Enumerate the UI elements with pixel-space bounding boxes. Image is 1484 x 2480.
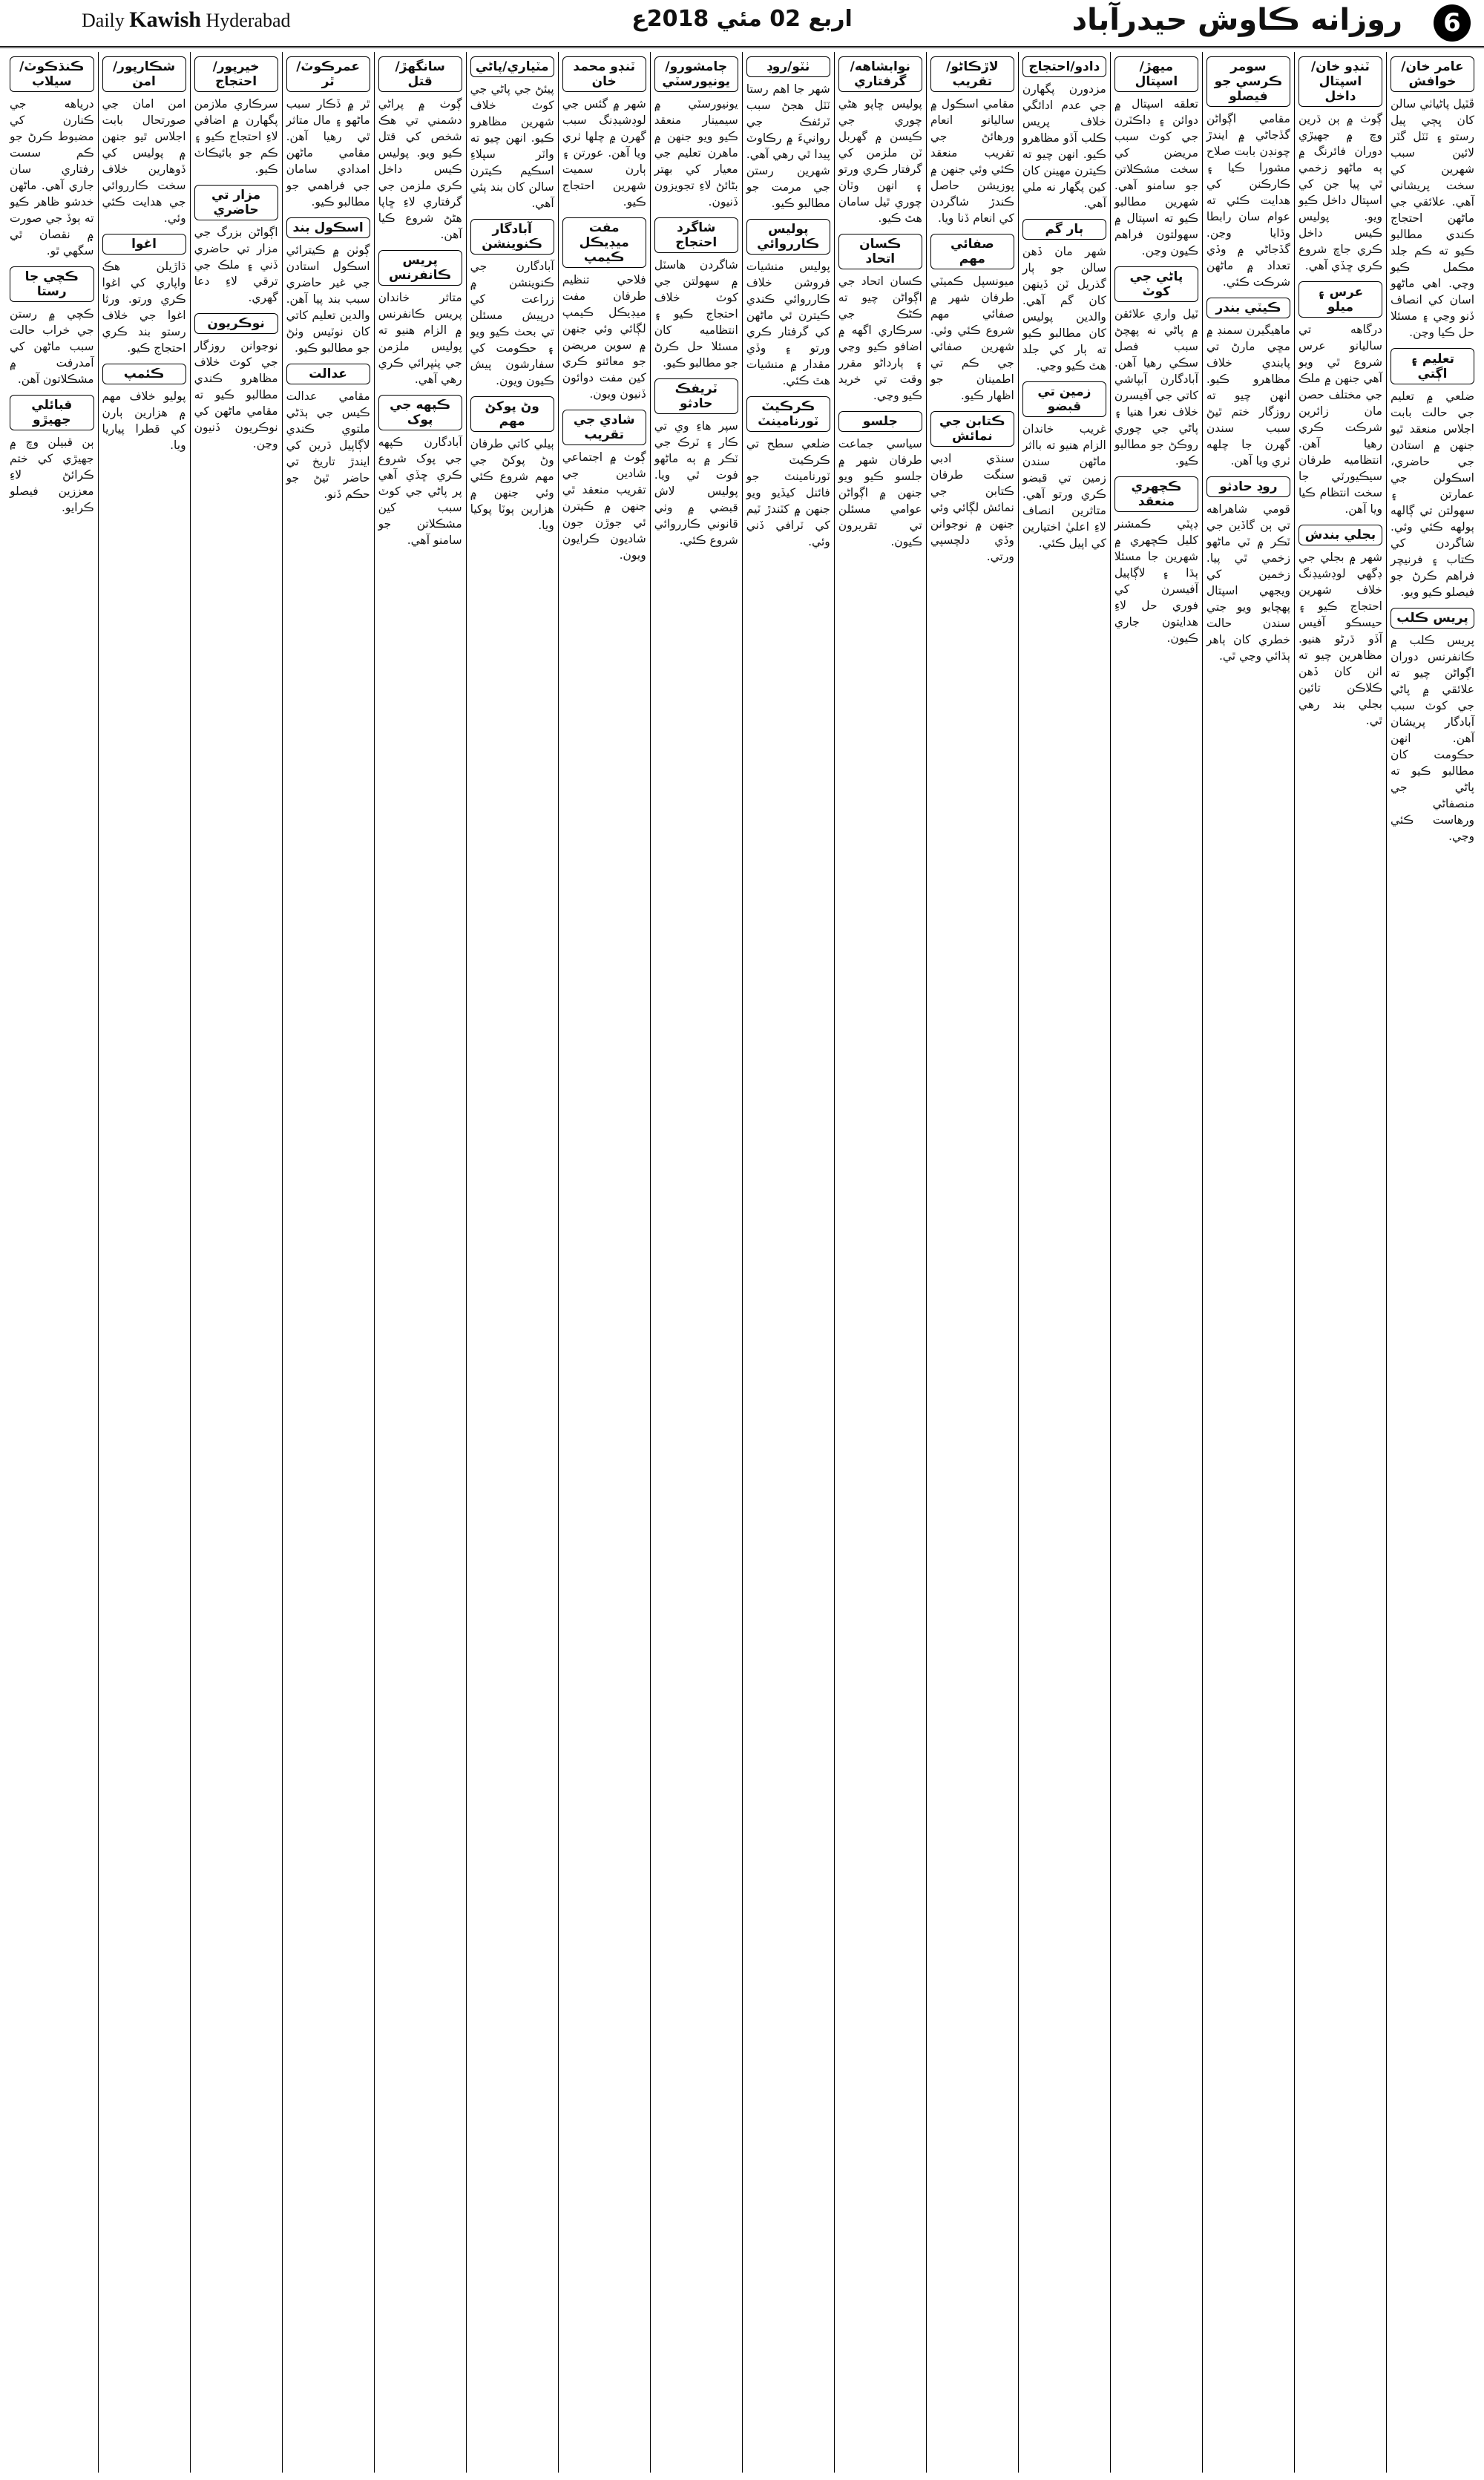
story-body: ڪچي ۾ رستن جي خراب حالت سبب ماڻهن کي آمدرفت ۾ مشڪلاتون آهن. [10, 307, 94, 386]
news-column [466, 52, 558, 2473]
story-body: نوجوانن روزگار جي کوٽ خلاف مظاهرو ڪندي مطالبو ڪيو ته مقامي ماڻهن کي نوڪريون ڏنيون وڃن. [194, 339, 278, 450]
story-headline: ڄامشورو/يونيورسٽي [654, 56, 738, 92]
story-body: قومي شاهراهه تي ٻن گاڏين جي ٽڪر ۾ ٽي ماڻهو زخمي ٿي پيا. زخمين کي ويجهي اسپتال پهچايو ويو جتي سندن حالت خطري کان ٻاهر ٻڌائي وڃي ٿي. [1206, 502, 1290, 663]
news-story [1022, 219, 1106, 374]
story-headline: عدالت [286, 364, 370, 384]
story-body: ٻيلي کاتي طرفان وڻ پوکڻ جي مهم شروع ڪئي وئي جنهن ۾ هزارين ٻوٽا پوکيا ويا. [470, 437, 554, 532]
story-headline: نوابشاهه/گرفتاري [838, 56, 922, 92]
news-story [1298, 525, 1382, 729]
story-headline: شڪارپور/امن [102, 56, 186, 92]
news-story [1206, 56, 1290, 290]
news-story [378, 250, 462, 387]
story-headline: مزار تي حاضري [194, 185, 278, 220]
story-headline: پريس ڪلب [1391, 608, 1474, 629]
news-story [378, 395, 462, 548]
story-body: ميونسپل ڪميٽي طرفان شهر ۾ صفائي مهم شروع ڪئي وئي. شهرين صفائي جي ڪم تي اطمينان جو اظهار ڪيو. [930, 275, 1014, 402]
news-story [286, 364, 370, 502]
masthead-sindhi-title: روزانه ڪاوش حيدرآباد [1071, 3, 1402, 37]
story-headline: ٺٽو/روڊ [746, 56, 830, 77]
news-story [562, 56, 646, 210]
story-headline: ميهڙ/اسپتال [1114, 56, 1198, 92]
story-headline: ڪنڌڪوٽ/سيلاب [10, 56, 94, 92]
story-body: ڦٽيل پاڻياٺي سالن کان ڀڄي پيل رستو ۽ ٽٽل گٽر لائين سبب شهرين کي سخت پريشاني آهي. علائقي جي ماڻهن احتجاج ڪندي مطالبو ڪيو ته ڪم جلد مڪمل ڪيو وڃي. اهي ماڻهو اسان کي انصاف ڏنو وڃي ۽ مسئلا حل ڪيا وڃن. [1390, 97, 1474, 339]
news-column [650, 52, 742, 2473]
story-headline: شاگرد احتجاج [654, 217, 738, 253]
story-body: مقامي اسڪول ۾ ساليانو انعام ورهائڻ جي تقريب منعقد ڪئي وئي جنهن ۾ پوزيشن حاصل ڪندڙ شاگردن کي انعام ڏنا ويا. [930, 97, 1014, 225]
masthead-brand: Kawish [129, 7, 201, 32]
story-headline: ڪچهري منعقد [1114, 476, 1198, 512]
story-body: ضلعي سطح تي ڪرڪيٽ ٽورنامينٽ جو فائنل کيڏيو ويو جنهن ۾ کٽندڙ ٽيم کي ٽرافي ڏني وئي. [746, 437, 830, 548]
news-story [102, 364, 186, 453]
news-story [930, 234, 1014, 404]
news-column [6, 52, 98, 2473]
news-story [930, 411, 1014, 565]
story-headline: پريس ڪانفرنس [378, 250, 462, 286]
story-headline: قبائلي جهيڙو [10, 395, 94, 430]
story-headline: ڪتابن جي نمائش [930, 411, 1014, 447]
news-column [558, 52, 650, 2473]
news-story [746, 56, 830, 211]
story-headline: اسڪول بند [286, 217, 370, 238]
news-story [838, 411, 922, 550]
news-column [1110, 52, 1202, 2473]
story-headline: ڪچي جا رستا [10, 266, 94, 302]
news-story [470, 56, 554, 211]
story-body: شهر مان ڏهن سالن جو ٻار گذريل ٽن ڏينهن کان گم آهي. والدين پوليس کان مطالبو ڪيو ته ٻار کي جلد هٿ ڪيو وڃي. [1022, 245, 1106, 373]
story-body: پيئڻ جي پاڻي جي کوٽ خلاف شهرين مظاهرو ڪيو. انهن چيو ته واٽر سپلاءِ اسڪيم ڪيترن سالن کان بند پئي آهي. [470, 82, 554, 210]
story-body: پوليس ڇاپو هڻي چوري جي ڪيسن ۾ گهربل ٽن ملزمن کي گرفتار ڪري ورتو ۽ انهن وٽان چوري ٿيل سامان هٿ ڪيو. [838, 97, 922, 225]
story-body: پوليو خلاف مهم ۾ هزارين ٻارن کي قطرا پياريا ويا. [102, 390, 186, 452]
news-story [194, 185, 278, 306]
story-body: شهر ۾ بجلي جي ڊگهي لوڊشيڊنگ خلاف شهرين احتجاج ڪيو ۽ حيسڪو آفيس آڏو ڌرڻو هنيو. مظاهرين چيو ته اٺن کان ڏهن ڪلاڪن تائين بجلي بند رهي ٿي. [1298, 551, 1382, 727]
story-headline: پاڻي جي کوٽ [1114, 266, 1198, 302]
news-story [470, 396, 554, 534]
news-story [1114, 476, 1198, 646]
story-headline: ٽنڊو محمد خان [562, 56, 646, 92]
news-story [654, 217, 738, 371]
story-headline: تعليم ۽ اڳتي [1391, 348, 1474, 384]
story-body: ٻن قبيلن وچ ۾ جهيڙي کي ختم ڪرائڻ لاءِ معززين فيصلو ڪرايو. [10, 436, 94, 514]
news-story [1114, 56, 1198, 259]
news-column [190, 52, 282, 2473]
story-headline: عمرڪوٽ/ٿر [286, 56, 370, 92]
story-body: شاگردن هاسٽل ۾ سهولتن جي کوٽ خلاف احتجاج ڪيو ۽ انتظاميه کان مسئلا حل ڪرڻ جو مطالبو ڪيو. [654, 258, 738, 370]
news-story [470, 219, 554, 389]
masthead-daily: Daily [82, 10, 125, 31]
news-column [1294, 52, 1386, 2473]
news-story [286, 217, 370, 356]
story-body: امن امان جي صورتحال بابت اجلاس ٿيو جنهن ۾ پوليس کي ڏوهارين خلاف سخت ڪارروائي جي هدايت ڪئي وئي. [102, 97, 186, 225]
story-body: سنڌي ادبي سنگت طرفان ڪتابن جي نمائش لڳائي وئي جنهن ۾ نوجوانن وڏي دلچسپي ورتي. [930, 452, 1014, 563]
news-story [1391, 608, 1474, 844]
news-story [102, 234, 186, 356]
news-column [834, 52, 926, 2473]
masthead-date: اربع 02 مئي 2018ع [631, 6, 853, 32]
story-body: سرڪاري ملازمن پگهارن ۾ اضافي لاءِ احتجاج ڪيو ۽ ڪم جو بائيڪاٽ ڪيو. [194, 97, 278, 176]
story-headline: ڪيٽي بندر [1206, 298, 1290, 318]
story-body: ڳوٺ ۾ اجتماعي شادين جي تقريب منعقد ٿي جنهن ۾ ڪيترن ئي جوڙن جون شاديون ڪرايون ويون. [562, 450, 646, 562]
story-headline: شادي جي تقريب [562, 410, 646, 445]
story-headline: خيرپور/احتجاج [194, 56, 278, 92]
news-story [930, 56, 1014, 226]
story-headline: ڪئمپ [102, 364, 186, 384]
news-story [562, 410, 646, 563]
news-story [562, 217, 646, 402]
news-story [1298, 56, 1382, 274]
news-column [1386, 52, 1478, 2473]
story-headline: بجلي بندش [1298, 525, 1382, 545]
story-body: يونيورسٽي ۾ سيمينار منعقد ڪيو ويو جنهن ۾ ماهرن تعليم جي معيار کي بهتر بڻائڻ لاءِ تجويزون ڏنيون. [654, 97, 738, 209]
news-column [282, 52, 374, 2473]
news-story [1391, 56, 1474, 341]
story-headline: ڪرڪيٽ ٽورنامينٽ [746, 396, 830, 432]
story-body: آبادگارن ڪپهه جي پوک شروع ڪري ڇڏي آهي پر پاڻي جي کوٽ سبب کين مشڪلاتن جو سامنو آهي. [378, 436, 462, 547]
story-body: ڳوٺن ۾ ڪيترائي اسڪول استادن جي غير حاضري سبب بند پيا آهن. والدين تعليم کاتي کان نوٽيس وٺڻ جو مطالبو ڪيو. [286, 243, 370, 355]
story-body: درياهه جي ڪنارن کي مضبوط ڪرڻ جو ڪم سست رفتاري سان جاري آهي. ماڻهن خدشو ظاهر ڪيو ته ٻوڏ جي صورت ۾ نقصان ٿي سگهي ٿو. [10, 97, 94, 257]
story-headline: مفت ميڊيڪل ڪيمپ [562, 217, 646, 268]
news-story [194, 56, 278, 177]
story-headline: دادو/احتجاج [1022, 56, 1106, 77]
story-body: سپر هاءِ وي تي ڪار ۽ ٽرڪ جي ٽڪر ۾ ٻه ماڻهو فوت ٿي ويا. پوليس لاش قبضي ۾ وٺي قانوني ڪارروائي شروع ڪئي. [654, 419, 738, 547]
story-headline: ٽنڊو خان/اسپتال داخل [1298, 56, 1382, 107]
masthead-city: Hyderabad [206, 10, 291, 31]
news-columns [6, 52, 1478, 2473]
news-column [374, 52, 466, 2473]
story-body: ڳوٺ ۾ ٻن ڌرين وچ ۾ جهيڙي دوران فائرنگ ۾ ٻه ماڻهو زخمي ٿي پيا جن کي اسپتال داخل ڪيو ويو. پوليس ڪيس داخل ڪري جاچ شروع ڪري ڇڏي آهي. [1298, 112, 1382, 272]
news-story [838, 56, 922, 226]
story-headline: صفائي مهم [930, 234, 1014, 269]
news-story [746, 219, 830, 389]
news-story [1022, 56, 1106, 211]
story-body: مزدورن پگهارن جي عدم ادائگي خلاف پريس ڪلب آڏو مظاهرو ڪيو. انهن چيو ته ڪيترن مهينن کان کين پگهار نه ملي آهي. [1022, 82, 1106, 210]
story-headline: جلسو [838, 411, 922, 432]
story-headline: لاڙڪاڻو/تقريب [930, 56, 1014, 92]
story-body: ٿر ۾ ڏڪار سبب ماڻهو ۽ مال متاثر ٿي رهيا آهن. مقامي ماڻهن امدادي سامان جي فراهمي جو مطالبو ڪيو. [286, 97, 370, 209]
story-headline: پوليس ڪارروائي [746, 219, 830, 255]
news-story [1391, 348, 1474, 600]
story-body: شهر جا اهم رستا ٽٽل هجڻ سبب ٽرئفڪ جي روانيءَ ۾ رڪاوٽ پيدا ٿي رهي آهي. شهرين رستن جي مرمت جو مطالبو ڪيو. [746, 82, 830, 210]
story-body: ڪسان اتحاد جي اڳواڻن چيو ته ڪڻڪ جي سرڪاري اگهه ۾ اضافو ڪيو وڃي ۽ ٻارداڻو مقرر وقت تي خريد ڪيو وڃي. [838, 275, 922, 402]
news-column [926, 52, 1018, 2473]
story-headline: عرس ۽ ميلو [1298, 281, 1382, 318]
story-body: ڊپٽي ڪمشنر کليل ڪچهري ۾ شهرين جا مسئلا ٻڌا ۽ لاڳاپيل آفيسرن کي فوري حل لاءِ هدايتون جاري ڪيون. [1114, 517, 1198, 645]
news-story [838, 234, 922, 404]
story-body: ڳوٺ ۾ پراڻي دشمني تي هڪ شخص کي قتل ڪيو ويو. پوليس ڪيس داخل ڪري ملزمن جي گرفتاري لاءِ ڇاپا هڻڻ شروع ڪيا آهن. [378, 97, 462, 241]
news-column [1018, 52, 1110, 2473]
news-story [1206, 476, 1290, 664]
story-body: ٽيل واري علائقن ۾ پاڻي نه پهچڻ سبب فصل سڪي رهيا آهن. آبادگارن آبپاشي کاتي جي آفيسرن خلاف نعرا هنيا ۽ پاڻي جي چوري روڪڻ جو مطالبو ڪيو. [1114, 307, 1198, 468]
story-body: آبادگارن جي ڪنوينشن ۾ زراعت کي درپيش مسئلن تي بحث ڪيو ويو ۽ حڪومت کي سفارشون پيش ڪيون ويون. [470, 260, 554, 387]
story-body: تعلقه اسپتال ۾ دوائن ۽ ڊاڪٽرن جي کوٽ سبب مريضن کي سخت مشڪلاتن جو سامنو آهي. شهرين مطالبو ڪيو ته اسپتال ۾ سهولتون فراهم ڪيون وڃن. [1114, 97, 1198, 257]
news-story [1298, 281, 1382, 517]
news-story [194, 313, 278, 452]
story-body: پوليس منشيات فروشن خلاف ڪارروائي ڪندي ڪيترن ئي ماڻهن کي گرفتار ڪري ورتو ۽ وڏي مقدار ۾ منشيات هٿ ڪئي. [746, 260, 830, 387]
news-story [1022, 381, 1106, 551]
news-story [1206, 298, 1290, 469]
story-body: فلاحي تنظيم طرفان مفت ميڊيڪل ڪيمپ لڳائي وئي جنهن ۾ سوين مريضن جو معائنو ڪري کين مفت دوائون ڏنيون ويون. [562, 273, 646, 401]
news-story [286, 56, 370, 210]
story-headline: نوڪريون [194, 313, 278, 334]
story-body: اڳواڻن بزرگ جي مزار تي حاضري ڏني ۽ ملڪ جي ترقي لاءِ دعا گهري. [194, 226, 278, 304]
news-column [1202, 52, 1294, 2473]
story-headline: ڪپهه جي پوک [378, 395, 462, 430]
news-story [654, 56, 738, 210]
story-body: ضلعي ۾ تعليم جي حالت بابت اجلاس منعقد ٿيو جنهن ۾ استادن جي حاضري، اسڪولن جي عمارتن ۽ سهولتن تي ڳالهه ٻولهه ڪئي وئي. شاگردن کي ڪتاب ۽ فرنيچر فراهم ڪرڻ جو فيصلو ڪيو ويو. [1390, 390, 1474, 599]
news-story [10, 56, 94, 259]
story-body: پريس ڪلب ۾ ڪانفرنس دوران اڳواڻن چيو ته علائقي ۾ پاڻي جي کوٽ سبب آبادگار پريشان آهن. انهن حڪومت کان مطالبو ڪيو ته پاڻي جي منصفاڻي ورهاست ڪئي وڃي. [1390, 634, 1474, 843]
page-number: 6 [1434, 4, 1471, 42]
story-headline: عامر خان/خوافش [1391, 56, 1474, 92]
story-headline: مٽياري/پاڻي [470, 56, 554, 77]
story-headline: ٻار گم [1022, 219, 1106, 240]
news-story [10, 266, 94, 387]
story-body: ڌاڙيلن هڪ واپاري کي اغوا ڪري ورتو. ورثا اغوا جي خلاف رستو بند ڪري احتجاج ڪيو. [102, 260, 186, 355]
news-column [742, 52, 834, 2473]
story-headline: ڪسان اتحاد [838, 234, 922, 269]
story-body: سياسي جماعت طرفان شهر ۾ جلسو ڪيو ويو جنهن ۾ اڳواڻن عوامي مسئلن تي تقريرون ڪيون. [838, 437, 922, 548]
story-body: متاثر خاندان پريس ڪانفرنس ۾ الزام هنيو ته پوليس ملزمن جي پٺڀرائي ڪري رهي آهي. [378, 291, 462, 386]
news-story [1114, 266, 1198, 469]
story-headline: سانگهڙ/قتل [378, 56, 462, 92]
story-headline: آبادگار ڪنوينشن [470, 219, 554, 255]
story-body: ماهيگيرن سمنڊ ۾ مڇي مارڻ تي پابندي خلاف مظاهرو ڪيو. انهن چيو ته روزگار ختم ٿيڻ سبب سندن گهرن جا چلهه ٺري ويا آهن. [1206, 324, 1290, 468]
story-headline: روڊ حادثو [1206, 476, 1290, 497]
story-body: شهر ۾ گئس جي لوڊشيڊنگ سبب گهرن ۾ چلها ٺري ويا آهن. عورتن ۽ ٻارن سميت شهرين احتجاج ڪيو. [562, 97, 646, 209]
story-headline: ٽريفڪ حادثو [654, 378, 738, 414]
news-story [378, 56, 462, 243]
story-headline: زمين تي قبضو [1022, 381, 1106, 417]
news-story [10, 395, 94, 516]
masthead [0, 0, 1484, 48]
story-body: مقامي عدالت ڪيس جي ٻڌڻي ملتوي ڪندي لاڳاپيل ڌرين کي ايندڙ تاريخ تي حاضر ٿيڻ جو حڪم ڏنو. [286, 390, 370, 501]
story-headline: وڻ پوکڻ مهم [470, 396, 554, 432]
story-headline: اغوا [102, 234, 186, 255]
news-story [654, 378, 738, 548]
story-headline: سومر ڪرسي جو فيصلو [1206, 56, 1290, 107]
news-story [746, 396, 830, 550]
news-story [102, 56, 186, 226]
story-body: مقامي اڳواڻن گڏجاڻي ۾ ايندڙ چونڊن بابت صلاح مشورا ڪيا ۽ ڪارڪنن کي هدايت ڪئي ته عوام سان رابطا وڌايا وڃن. گڏجاڻي ۾ وڏي تعداد ۾ ماڻهن شرڪت ڪئي. [1206, 112, 1290, 289]
story-body: غريب خاندان الزام هنيو ته بااثر ماڻهن سندن زمين تي قبضو ڪري ورتو آهي. متاثرين انصاف لاءِ اعليٰ اختيارين کي اپيل ڪئي. [1022, 422, 1106, 550]
story-body: درگاهه تي ساليانو عرس شروع ٿي ويو آهي جنهن ۾ ملڪ جي مختلف حصن مان زائرين شرڪت ڪري رهيا آهن. انتظاميه طرفان سيڪيورٽي جا سخت انتظام ڪيا ويا آهن. [1298, 323, 1382, 516]
news-column [98, 52, 190, 2473]
